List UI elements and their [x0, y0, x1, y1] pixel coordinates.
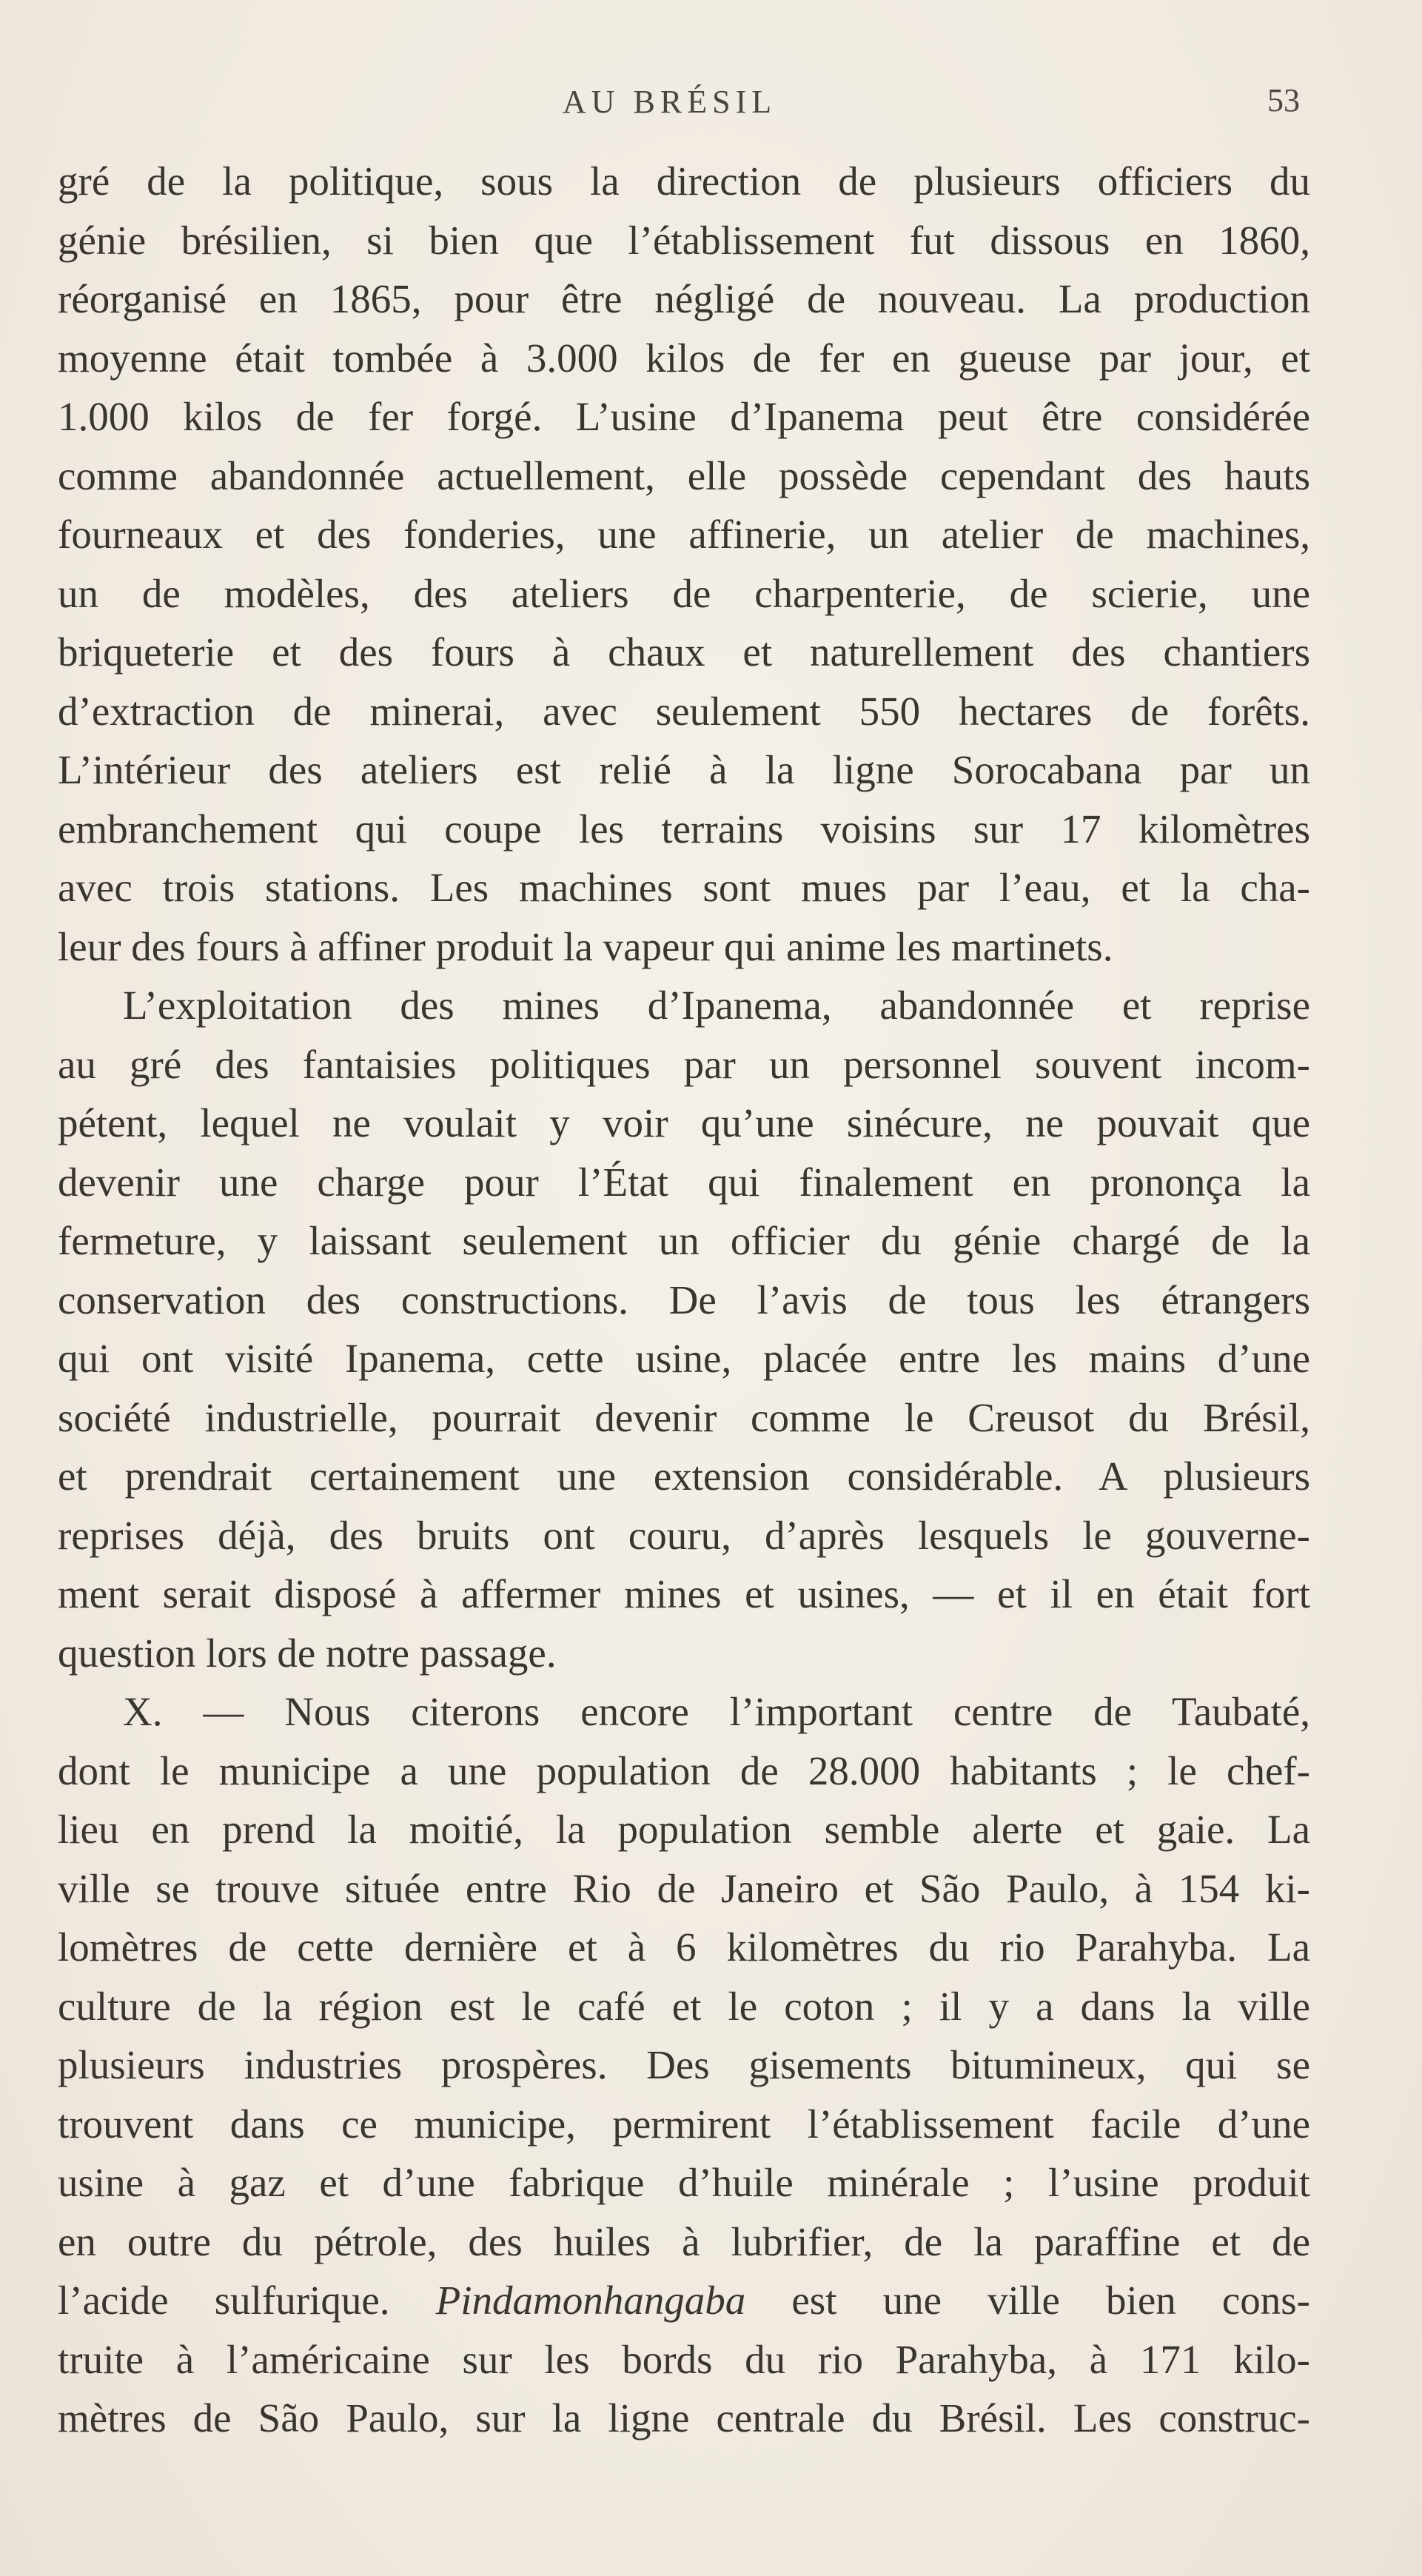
text-line: usine à gaz et d’une fabrique d’huile minérale ; l’usine produit [58, 2160, 1310, 2205]
text-line: un de modèles, des ateliers de charpenterie, de scierie, une [58, 570, 1310, 616]
paragraph-start-line: X. — Nous citerons encore l’important centre de Taubaté, [123, 1689, 1310, 1734]
text-run: est une ville bien cons- [745, 2278, 1310, 2323]
text-line: embranchement qui coupe les terrains voisins sur 17 kilomètres [58, 806, 1310, 852]
text-line: trouvent dans ce municipe, permirent l’établissement facile d’une [58, 2101, 1310, 2147]
text-line: plusieurs industries prospères. Des gisements bitumineux, qui se [58, 2042, 1310, 2087]
text-line: et prendrait certainement une extension considérable. A plusieurs [58, 1453, 1310, 1499]
text-line: en outre du pétrole, des huiles à lubrifier, de la paraffine et de [58, 2218, 1310, 2264]
text-line-with-italic [58, 2271, 1310, 2330]
text-line: fermeture, y laissant seulement un officier du génie chargé de la [58, 1218, 1310, 1263]
text-line: société industrielle, pourrait devenir comme le Creusot du Brésil, [58, 1394, 1310, 1440]
text-line: briqueterie et des fours à chaux et naturellement des chantiers [58, 629, 1310, 675]
text-line: lieu en prend la moitié, la population semble alerte et gaie. La [58, 1807, 1310, 1852]
text-line: culture de la région est le café et le coton ; il y a dans la ville [58, 1983, 1310, 2029]
text-line: réorganisé en 1865, pour être négligé de nouveau. La production [58, 276, 1310, 321]
text-line: ville se trouve située entre Rio de Janeiro et São Paulo, à 154 ki- [58, 1865, 1310, 1911]
text-line: truite à l’américaine sur les bords du rio Parahyba, à 171 kilo- [58, 2336, 1310, 2382]
text-line: leur des fours à affiner produit la vapeur qui anime les martinets. [58, 923, 1113, 969]
page-number: 53 [1267, 82, 1300, 118]
text-line: au gré des fantaisies politiques par un personnel souvent incom- [58, 1041, 1310, 1087]
text-line: ment serait disposé à affermer mines et usines, — et il en était fort [58, 1571, 1310, 1616]
text-line: pétent, lequel ne voulait y voir qu’une sinécure, ne pouvait que [58, 1100, 1310, 1145]
text-line: fourneaux et des fonderies, une affinerie, un atelier de machines, [58, 512, 1310, 557]
text-line: L’intérieur des ateliers est relié à la ligne Sorocabana par un [58, 747, 1310, 792]
text-line: reprises déjà, des bruits ont couru, d’après lesquels le gouverne- [58, 1512, 1310, 1558]
body-text [58, 152, 1310, 2448]
text-line: qui ont visité Ipanema, cette usine, placée entre les mains d’une [58, 1336, 1310, 1381]
running-title: AU BRÉSIL [563, 84, 777, 120]
text-line: 1.000 kilos de fer forgé. L’usine d’Ipanema peut être considérée [58, 394, 1310, 439]
text-line: moyenne était tombée à 3.000 kilos de fer en gueuse par jour, et [58, 335, 1310, 381]
italic-place-name: Pindamonhangaba [435, 2278, 746, 2323]
text-line: devenir une charge pour l’État qui finalement en prononça la [58, 1159, 1310, 1205]
text-line: lomètres de cette dernière et à 6 kilomètres du rio Parahyba. La [58, 1924, 1310, 1970]
text-line: génie brésilien, si bien que l’établissement fut dissous en 1860, [58, 217, 1310, 263]
text-line: mètres de São Paulo, sur la ligne centrale du Brésil. Les construc- [58, 2395, 1310, 2440]
text-line: question lors de notre passage. [58, 1630, 557, 1676]
text-run: l’acide sulfurique. [58, 2278, 436, 2323]
text-line: dont le municipe a une population de 28.000 habitants ; le chef- [58, 1747, 1310, 1793]
text-line: gré de la politique, sous la direction de plusieurs officiers du [58, 158, 1310, 204]
text-line: conservation des constructions. De l’avis de tous les étrangers [58, 1277, 1310, 1322]
text-line: comme abandonnée actuellement, elle possède cependant des hauts [58, 452, 1310, 498]
paragraph-start-line: L’exploitation des mines d’Ipanema, abandonnée et reprise [123, 983, 1310, 1028]
text-line: avec trois stations. Les machines sont mues par l’eau, et la cha- [58, 865, 1310, 910]
text-line: d’extraction de minerai, avec seulement 550 hectares de forêts. [58, 688, 1310, 734]
